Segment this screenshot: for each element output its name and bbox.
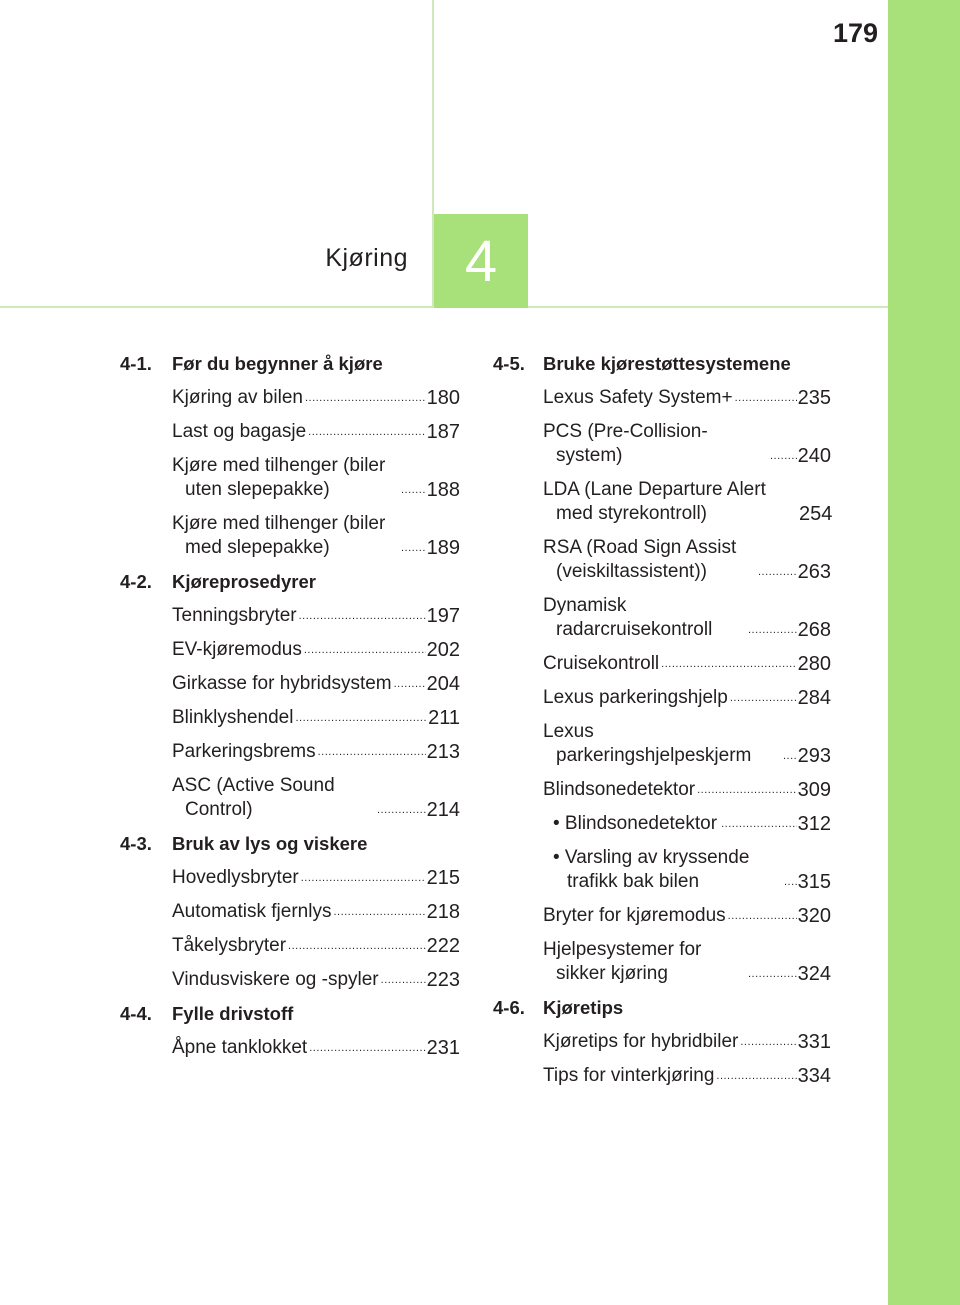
toc-entry[interactable] — [172, 968, 460, 992]
toc-entry[interactable] — [543, 812, 831, 836]
leader-dots — [304, 642, 426, 658]
toc-right-column — [493, 352, 831, 1098]
entry-page: 188 — [426, 479, 460, 501]
leader-dots — [716, 1068, 796, 1084]
leader-dots — [401, 540, 426, 556]
entry-title: Åpne tanklokket — [172, 1037, 308, 1058]
section-title: Før du begynner å kjøre — [172, 353, 383, 374]
section-number: 4-2. — [120, 571, 152, 592]
entry-page: 315 — [797, 871, 831, 893]
entry-page: 312 — [797, 813, 831, 835]
leader-dots — [377, 802, 426, 818]
leader-dots — [735, 390, 797, 406]
section-title: Kjøretips — [543, 997, 624, 1018]
section-title: Bruke kjørestøttesystemene — [543, 353, 791, 374]
section-heading[interactable] — [120, 352, 460, 376]
entry-page: 187 — [426, 421, 460, 443]
toc-entry[interactable] — [543, 478, 831, 526]
toc-entry[interactable] — [172, 866, 460, 890]
chapter-number-tab — [434, 214, 528, 308]
page-number: 179 — [832, 18, 878, 48]
entry-title: PCS (Pre-Collision-system) — [543, 421, 708, 466]
chapter-side-bar — [888, 0, 960, 1305]
toc-entry[interactable] — [543, 594, 831, 642]
entry-title: Vindusviskere og -spyler — [172, 969, 379, 990]
leader-dots — [748, 622, 797, 638]
toc-entry[interactable] — [172, 672, 460, 696]
entry-title: • Varsling av kryssende trafikk bak bilen — [553, 847, 750, 892]
toc-section — [493, 352, 831, 986]
entry-title: Last og bagasje — [172, 421, 307, 442]
entry-title: Tips for vinterkjøring — [543, 1065, 715, 1086]
toc-entry[interactable] — [543, 686, 831, 710]
section-title: Bruk av lys og viskere — [172, 833, 368, 854]
leader-dots — [661, 656, 796, 672]
leader-dots — [401, 482, 426, 498]
entry-page: 215 — [426, 867, 460, 889]
entry-title: Parkeringsbrems — [172, 741, 316, 762]
entry-page: 180 — [426, 387, 460, 409]
leader-dots — [728, 908, 797, 924]
entry-page: 197 — [426, 605, 460, 627]
section-title: Kjøreprosedyrer — [172, 571, 316, 592]
entry-title: Kjøre med tilhenger (biler uten slepepakke) — [172, 455, 386, 500]
toc-entry[interactable] — [172, 454, 460, 502]
chapter-title: Kjøring — [325, 244, 408, 272]
toc-entry[interactable] — [172, 934, 460, 958]
section-heading[interactable] — [120, 832, 460, 856]
entry-title: RSA (Road Sign Assist (veiskiltassistent)) — [543, 537, 737, 582]
entry-title: Automatisk fjernlys — [172, 901, 332, 922]
toc-entry[interactable] — [543, 536, 831, 584]
leader-dots — [305, 390, 426, 406]
leader-dots — [758, 564, 797, 580]
leader-dots — [740, 1034, 796, 1050]
toc-section — [120, 832, 460, 992]
entry-page: 263 — [797, 561, 831, 583]
section-number: 4-5. — [493, 353, 525, 374]
leader-dots — [299, 608, 426, 624]
toc-section — [493, 996, 831, 1088]
leader-dots — [288, 938, 426, 954]
toc-entry[interactable] — [543, 1030, 831, 1054]
entry-page: 231 — [426, 1037, 460, 1059]
entry-title: Lexus parkeringshjelp — [543, 687, 728, 708]
toc-entry[interactable] — [543, 1064, 831, 1088]
toc-entry[interactable] — [543, 846, 831, 894]
section-number: 4-6. — [493, 997, 525, 1018]
entry-title: Hovedlysbryter — [172, 867, 299, 888]
entry-page: 213 — [426, 741, 460, 763]
entry-page: 268 — [797, 619, 831, 641]
entry-title: Blindsonedetektor — [543, 779, 696, 800]
entry-page: 293 — [797, 745, 831, 767]
toc-entry[interactable] — [543, 778, 831, 802]
leader-dots — [309, 1040, 425, 1056]
leader-dots — [318, 744, 426, 760]
section-number: 4-1. — [120, 353, 152, 374]
entry-title: Cruisekontroll — [543, 653, 660, 674]
leader-dots — [783, 748, 797, 764]
leader-dots — [308, 424, 425, 440]
section-number: 4-3. — [120, 833, 152, 854]
leader-dots — [721, 816, 797, 832]
leader-dots — [301, 870, 426, 886]
chapter-number: 4 — [464, 228, 498, 294]
entry-title: Bryter for kjøremodus — [543, 905, 726, 926]
toc-entry[interactable] — [172, 638, 460, 662]
entry-page: 324 — [797, 963, 831, 985]
leader-dots — [770, 448, 797, 464]
leader-dots — [394, 676, 426, 692]
entry-title: ASC (Active Sound Control) — [172, 775, 335, 820]
toc-entry[interactable] — [172, 740, 460, 764]
toc-entry[interactable] — [172, 706, 460, 730]
entry-title: EV-kjøremodus — [172, 639, 302, 660]
toc-entry[interactable] — [172, 420, 460, 444]
entry-title: Kjøretips for hybridbiler — [543, 1031, 739, 1052]
entry-title: LDA (Lane Departure Alert med styrekontroll) — [543, 479, 766, 524]
toc-entry[interactable] — [172, 512, 460, 560]
leader-dots — [697, 782, 797, 798]
entry-page: 222 — [426, 935, 460, 957]
section-heading[interactable] — [493, 352, 831, 376]
entry-page: 309 — [797, 779, 831, 801]
entry-page: 280 — [797, 653, 831, 675]
toc-section — [120, 1002, 460, 1060]
toc-left-column — [120, 352, 460, 1070]
entry-title: Lexus parkeringshjelpeskjerm — [543, 721, 752, 766]
entry-page: 320 — [797, 905, 831, 927]
toc-entry[interactable] — [172, 386, 460, 410]
entry-title: Lexus Safety System+ — [543, 387, 733, 408]
entry-title: Hjelpesystemer for sikker kjøring — [543, 939, 702, 984]
entry-title: • Blindsonedetektor — [553, 813, 718, 834]
toc-entry[interactable] — [172, 1036, 460, 1060]
entry-title: Tenningsbryter — [172, 605, 297, 626]
leader-dots — [784, 874, 797, 890]
section-heading[interactable] — [493, 996, 831, 1020]
entry-page: 284 — [797, 687, 831, 709]
leader-dots — [295, 710, 427, 726]
entry-page: 218 — [426, 901, 460, 923]
leader-dots — [381, 972, 426, 988]
entry-page: 202 — [426, 639, 460, 661]
entry-page: 223 — [426, 969, 460, 991]
section-heading[interactable] — [120, 570, 460, 594]
entry-page: 240 — [797, 445, 831, 467]
entry-title: Blinklyshendel — [172, 707, 294, 728]
toc-entry[interactable] — [172, 774, 460, 822]
entry-page: 235 — [797, 387, 831, 409]
toc-entry[interactable] — [543, 386, 831, 410]
toc-section — [120, 570, 460, 822]
section-title: Fylle drivstoff — [172, 1003, 294, 1024]
toc-entry[interactable] — [172, 604, 460, 628]
toc-entry[interactable] — [543, 420, 831, 468]
entry-page: 189 — [426, 537, 460, 559]
toc-entry[interactable] — [543, 652, 831, 676]
leader-dots — [333, 904, 425, 920]
leader-dots — [748, 966, 797, 982]
entry-title: Dynamisk radarcruisekontroll — [543, 595, 713, 640]
entry-title: Kjøre med tilhenger (biler med slepepakke) — [172, 513, 386, 558]
toc-section — [120, 352, 460, 560]
entry-title: Tåkelysbryter — [172, 935, 287, 956]
entry-title: Kjøring av bilen — [172, 387, 303, 408]
section-heading[interactable] — [120, 1002, 460, 1026]
entry-page: 331 — [797, 1031, 831, 1053]
entry-page: 254 — [799, 503, 833, 525]
leader-dots — [730, 690, 797, 706]
entry-page: 214 — [426, 799, 460, 821]
toc-entry[interactable] — [172, 900, 460, 924]
entry-page: 334 — [797, 1065, 831, 1087]
toc-entry[interactable] — [543, 720, 831, 768]
entry-title: Girkasse for hybridsystem — [172, 673, 392, 694]
section-number: 4-4. — [120, 1003, 152, 1024]
entry-page: 204 — [426, 673, 460, 695]
entry-page: 211 — [428, 707, 460, 729]
toc-entry[interactable] — [543, 904, 831, 928]
toc-entry[interactable] — [543, 938, 831, 986]
